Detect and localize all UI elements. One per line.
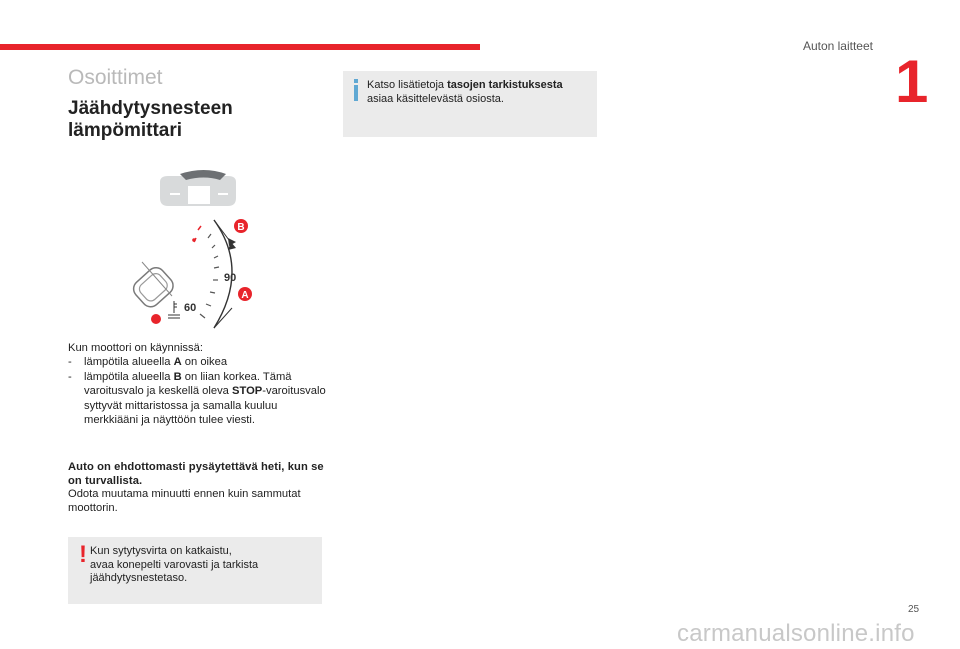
body-text [68,341,330,427]
zone-a-label: A [241,290,249,301]
caution-text: Kun sytytysvirta on katkaistu, avaa konepelti varovasti ja tarkista jäähdytysnestetaso. [90,545,259,585]
sub-heading-line2: lämpömittari [68,120,183,141]
red-zone-dot [192,238,196,242]
instrument-cluster-icon [160,170,236,206]
gauge-ticks [200,234,219,318]
section-title: Auton laitteet [802,39,873,53]
page-number: 25 [908,604,920,615]
header-accent-bar [0,44,480,50]
info-box [343,71,597,137]
sub-heading-line1: Jäähdytysnesteen [68,98,233,119]
coolant-gauge-diagram [128,168,278,338]
warning-light-icon [151,314,161,324]
page-heading: Osoittimet [68,66,163,89]
coolant-temperature-icon [168,301,180,318]
chapter-number: 1 [895,48,929,115]
zone-b-label: B [237,222,245,233]
bullet-dash: - [68,370,72,383]
stop-warning-text [68,461,330,515]
needle-pivot-icon [130,262,177,310]
bullet-item-a: - lämpötila alueella A on oikea [68,356,228,369]
bullet-dash: - [68,356,72,369]
gauge-label-60: 60 [184,302,197,314]
watermark: carmanualsonline.info [677,620,915,647]
exclamation-icon: ! [79,541,87,568]
caution-box [68,537,322,604]
sub-heading [68,98,233,142]
gauge-label-90: 90 [224,272,237,284]
body-intro: Kun moottori on käynnissä: [68,342,203,354]
info-text: Katso lisätietoja tasojen tarkistuksesta asiaa käsittelevästä osiosta. [367,79,563,105]
info-icon [354,79,358,101]
stop-warning-bold: Auto on ehdottomasti pysäytettävä heti, kun se on turvallista. [68,461,324,487]
stop-warning-normal: Odota muutama minuutti ennen kuin sammutat moottorin. [68,488,301,514]
bullet-item-b: - lämpötila alueella B on liian korkea. Tämä varoitusvalo ja keskellä oleva STOP-varoitusvalo syttyvät mittaristossa ja samalla kuuluu merkkiääni ja näyttöön tulee viesti. [68,370,326,427]
